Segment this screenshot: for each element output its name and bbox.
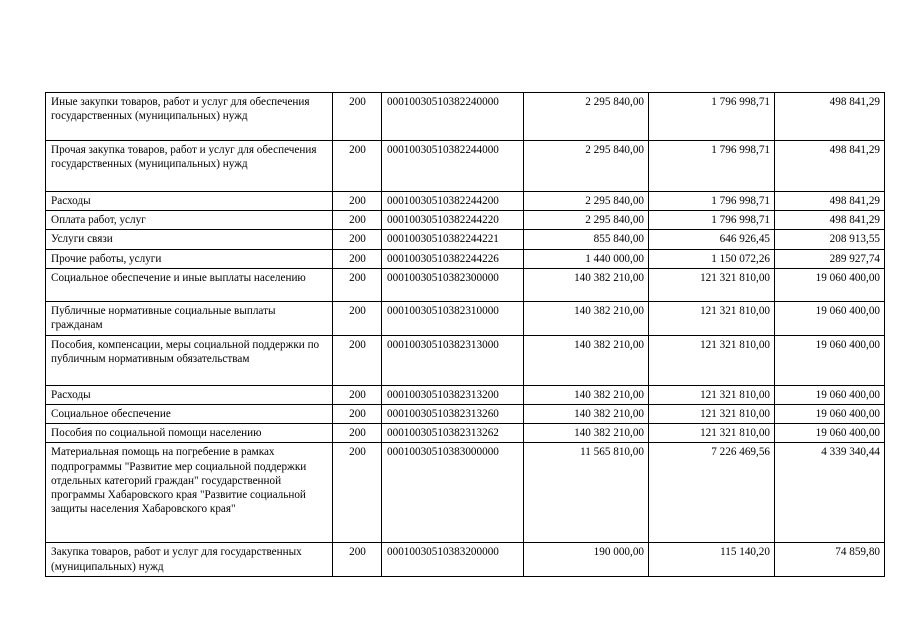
row-unexecuted-cell: 289 927,74 (775, 249, 885, 268)
row-name-cell: Социальное обеспечение и иные выплаты населению (46, 268, 333, 301)
row-unexecuted-cell: 19 060 400,00 (775, 301, 885, 335)
table-row (46, 385, 885, 404)
row-name-cell: Пособия по социальной помощи населению (46, 424, 333, 443)
table-row (46, 335, 885, 385)
row-kbk-cell: 00010030510382244226 (382, 249, 524, 268)
row-name-cell: Прочая закупка товаров, работ и услуг для обеспечения государственных (муниципальных) нужд (46, 141, 333, 192)
table-row (46, 192, 885, 211)
row-executed-cell: 1 796 998,71 (649, 93, 775, 141)
row-kbk-cell: 00010030510382244221 (382, 230, 524, 249)
row-approved-cell: 855 840,00 (524, 230, 649, 249)
row-kbk-cell: 00010030510382313000 (382, 335, 524, 385)
row-code-cell: 200 (333, 211, 382, 230)
row-unexecuted-cell: 19 060 400,00 (775, 335, 885, 385)
row-approved-cell: 2 295 840,00 (524, 141, 649, 192)
row-unexecuted-cell: 208 913,55 (775, 230, 885, 249)
table-row (46, 249, 885, 268)
row-code-cell: 200 (333, 230, 382, 249)
row-code-cell: 200 (333, 335, 382, 385)
row-unexecuted-cell: 4 339 340,44 (775, 443, 885, 543)
row-unexecuted-cell: 19 060 400,00 (775, 268, 885, 301)
table-row (46, 424, 885, 443)
row-kbk-cell: 00010030510382244200 (382, 192, 524, 211)
row-code-cell: 200 (333, 543, 382, 577)
table-row (46, 141, 885, 192)
row-name-cell: Расходы (46, 385, 333, 404)
row-kbk-cell: 00010030510382313262 (382, 424, 524, 443)
row-unexecuted-cell: 498 841,29 (775, 192, 885, 211)
row-code-cell: 200 (333, 301, 382, 335)
row-unexecuted-cell: 19 060 400,00 (775, 385, 885, 404)
row-name-cell: Материальная помощь на погребение в рамках подпрограммы "Развитие мер социальной поддержки отдельных категорий граждан" государственной программы Хабаровского края "Развитие социальной защиты населения Хабаровского края" (46, 443, 333, 543)
row-kbk-cell: 00010030510382310000 (382, 301, 524, 335)
row-executed-cell: 121 321 810,00 (649, 385, 775, 404)
row-code-cell: 200 (333, 268, 382, 301)
row-executed-cell: 121 321 810,00 (649, 335, 775, 385)
row-executed-cell: 646 926,45 (649, 230, 775, 249)
row-name-cell: Иные закупки товаров, работ и услуг для обеспечения государственных (муниципальных) нужд (46, 93, 333, 141)
row-executed-cell: 121 321 810,00 (649, 405, 775, 424)
row-approved-cell: 2 295 840,00 (524, 192, 649, 211)
row-name-cell: Оплата работ, услуг (46, 211, 333, 230)
table-row (46, 211, 885, 230)
row-executed-cell: 1 796 998,71 (649, 192, 775, 211)
row-kbk-cell: 00010030510382240000 (382, 93, 524, 141)
row-approved-cell: 190 000,00 (524, 543, 649, 577)
row-unexecuted-cell: 19 060 400,00 (775, 424, 885, 443)
row-code-cell: 200 (333, 141, 382, 192)
table-row (46, 301, 885, 335)
row-approved-cell: 140 382 210,00 (524, 335, 649, 385)
row-approved-cell: 140 382 210,00 (524, 268, 649, 301)
row-code-cell: 200 (333, 443, 382, 543)
row-unexecuted-cell: 498 841,29 (775, 93, 885, 141)
table-row (46, 93, 885, 141)
row-name-cell: Социальное обеспечение (46, 405, 333, 424)
row-code-cell: 200 (333, 385, 382, 404)
row-executed-cell: 7 226 469,56 (649, 443, 775, 543)
table-row (46, 230, 885, 249)
row-executed-cell: 1 150 072,26 (649, 249, 775, 268)
table-row (46, 443, 885, 543)
row-unexecuted-cell: 498 841,29 (775, 211, 885, 230)
row-kbk-cell: 00010030510383200000 (382, 543, 524, 577)
row-code-cell: 200 (333, 249, 382, 268)
row-kbk-cell: 00010030510382313200 (382, 385, 524, 404)
row-unexecuted-cell: 498 841,29 (775, 141, 885, 192)
row-approved-cell: 140 382 210,00 (524, 385, 649, 404)
row-executed-cell: 1 796 998,71 (649, 211, 775, 230)
row-kbk-cell: 00010030510383000000 (382, 443, 524, 543)
row-kbk-cell: 00010030510382244220 (382, 211, 524, 230)
row-approved-cell: 2 295 840,00 (524, 211, 649, 230)
row-name-cell: Расходы (46, 192, 333, 211)
row-executed-cell: 121 321 810,00 (649, 424, 775, 443)
row-executed-cell: 115 140,20 (649, 543, 775, 577)
row-unexecuted-cell: 19 060 400,00 (775, 405, 885, 424)
budget-execution-table (45, 92, 885, 577)
row-approved-cell: 11 565 810,00 (524, 443, 649, 543)
row-name-cell: Закупка товаров, работ и услуг для государственных (муниципальных) нужд (46, 543, 333, 577)
row-kbk-cell: 00010030510382244000 (382, 141, 524, 192)
row-kbk-cell: 00010030510382300000 (382, 268, 524, 301)
row-name-cell: Публичные нормативные социальные выплаты гражданам (46, 301, 333, 335)
table-body (46, 93, 885, 577)
row-executed-cell: 1 796 998,71 (649, 141, 775, 192)
row-code-cell: 200 (333, 424, 382, 443)
row-name-cell: Пособия, компенсации, меры социальной поддержки по публичным нормативным обязательствам (46, 335, 333, 385)
row-code-cell: 200 (333, 93, 382, 141)
row-approved-cell: 1 440 000,00 (524, 249, 649, 268)
row-name-cell: Прочие работы, услуги (46, 249, 333, 268)
row-code-cell: 200 (333, 405, 382, 424)
table-row (46, 268, 885, 301)
row-kbk-cell: 00010030510382313260 (382, 405, 524, 424)
row-executed-cell: 121 321 810,00 (649, 301, 775, 335)
row-name-cell: Услуги связи (46, 230, 333, 249)
row-approved-cell: 140 382 210,00 (524, 301, 649, 335)
row-code-cell: 200 (333, 192, 382, 211)
row-approved-cell: 140 382 210,00 (524, 405, 649, 424)
row-approved-cell: 2 295 840,00 (524, 93, 649, 141)
row-unexecuted-cell: 74 859,80 (775, 543, 885, 577)
table-row (46, 543, 885, 577)
row-approved-cell: 140 382 210,00 (524, 424, 649, 443)
row-executed-cell: 121 321 810,00 (649, 268, 775, 301)
table-row (46, 405, 885, 424)
